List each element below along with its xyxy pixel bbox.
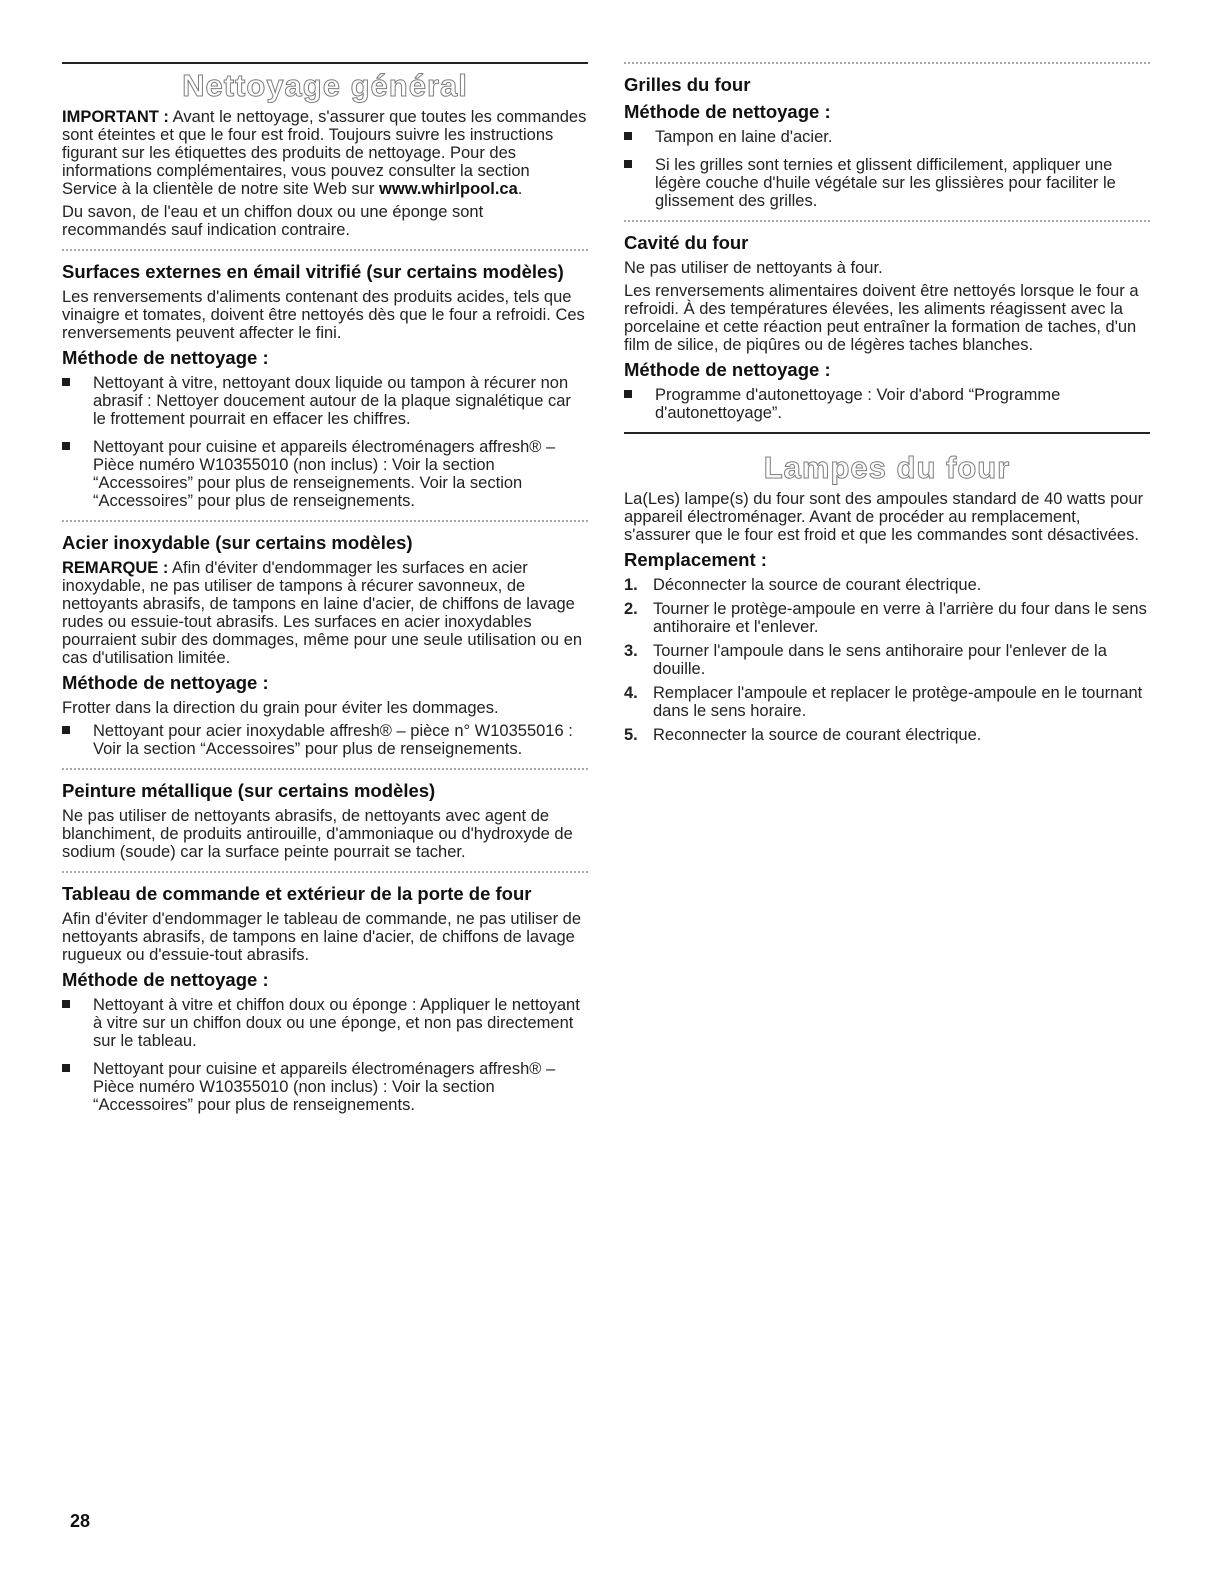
replace-steps (624, 576, 1150, 744)
enamel-text: Les renversements d'aliments contenant des produits acides, tels que vinaigre et tomates, doivent être nettoyés dès que le four a refroidi. Ces renversements peuvent affecter le fini. (62, 288, 585, 342)
list-item-text: Nettoyant à vitre, nettoyant doux liquide ou tampon à récurer non abrasif : Nettoyer doucement autour de la plaque signalétique car le frottement pourrait en effacer les chiffres. (93, 374, 571, 428)
page-number: 28 (70, 1511, 91, 1531)
step-number: 5. (624, 726, 638, 744)
divider (624, 220, 1150, 222)
steel-bullets (62, 722, 588, 758)
cavity-heading: Cavité du four (624, 232, 749, 253)
lamps-text: La(Les) lampe(s) du four sont des ampoules standard de 40 watts pour appareil électroménager. Avant de procéder au remplacement, s'assurer que le four est froid et que les commandes sont désactivées. (624, 490, 1144, 544)
period: . (517, 180, 523, 198)
list-item (62, 996, 588, 1050)
step-item (624, 600, 1150, 636)
list-item-text: Tampon en laine d'acier. (655, 128, 833, 146)
list-item-text: Si les grilles sont ternies et glissent difficilement, appliquer une légère couche d'huile végétale sur les glissières pour faciliter le glissement des grilles. (655, 156, 1116, 210)
control-bullets (62, 996, 588, 1114)
intro-paragraph: Du savon, de l'eau et un chiffon doux ou une éponge sont recommandés sauf indication contraire. (62, 203, 484, 239)
enamel-heading: Surfaces externes en émail vitrifié (sur certains modèles) (62, 261, 564, 282)
bullet-icon (62, 726, 70, 734)
enamel-bullets (62, 374, 588, 510)
bullet-icon (624, 132, 632, 140)
left-column (62, 62, 588, 1124)
steel-text: Frotter dans la direction du grain pour éviter les dommages. (62, 699, 499, 717)
step-item (624, 642, 1150, 678)
step-text: Reconnecter la source de courant électrique. (653, 726, 982, 744)
step-text: Remplacer l'ampoule et replacer le protège-ampoule en le tournant dans le sens horaire. (653, 684, 1143, 720)
list-item (62, 438, 588, 510)
step-text: Tourner l'ampoule dans le sens antihoraire pour l'enlever de la douille. (653, 642, 1107, 678)
list-item (624, 156, 1150, 210)
step-number: 3. (624, 642, 638, 660)
website-link[interactable]: www.whirlpool.ca (379, 180, 518, 198)
important-label: IMPORTANT : (62, 108, 169, 126)
replace-heading: Remplacement : (624, 549, 767, 570)
list-item (62, 722, 588, 758)
step-item (624, 684, 1150, 720)
divider (624, 62, 1150, 64)
cavity-method-heading: Méthode de nettoyage : (624, 359, 831, 380)
note-text: Afin d'éviter d'endommager les surfaces en acier inoxydable, ne pas utiliser de tampons à récurer savonneux, de nettoyants abrasifs, de tampons en laine d'acier, de chiffons de lavage rudes ou essuie-tout abrasifs. Les surfaces en acier inoxydables pourraient subir des dommages, même pour une seule utilisation ou en cas d'utilisation limitée. (62, 559, 583, 667)
step-number: 4. (624, 684, 638, 702)
paint-heading: Peinture métallique (sur certains modèles) (62, 780, 436, 801)
bullet-icon (624, 160, 632, 168)
enamel-method-heading: Méthode de nettoyage : (62, 347, 269, 368)
step-number: 1. (624, 576, 638, 594)
important-text: Avant le nettoyage, s'assurer que toutes les commandes sont éteintes et que le four est froid. Toujours suivre les instructions figurant sur les étiquettes des produits de nettoyage. Pour des informations complémentaires, vous pouvez consulter la section Service à la clientèle de notre site Web sur (62, 108, 587, 198)
list-item-text: Nettoyant pour cuisine et appareils électroménagers affresh® – Pièce numéro W10355010 (non inclus) : Voir la section “Accessoires” pour plus de renseignements. Voir la section “Accessoires” pour plus de renseignements. (93, 438, 556, 510)
step-item (624, 576, 1150, 594)
cavity-text-2: Les renversements alimentaires doivent être nettoyés lorsque le four a refroidi. À des températures élevées, les aliments réagissent avec la porcelaine et cette réaction peut entraîner la formation de taches, d'un film de silice, de piqûres ou de légères taches blanches. (624, 282, 1139, 354)
right-column (624, 62, 1150, 750)
step-item (624, 726, 1150, 744)
divider (62, 768, 588, 770)
cavity-bullets (624, 386, 1150, 422)
section-title-oven-lamps: Lampes du four (763, 450, 1011, 485)
paint-text: Ne pas utiliser de nettoyants abrasifs, de nettoyants avec agent de blanchiment, de produits antirouille, d'ammoniaque ou d'hydroxyde de sodium (soude) car la surface peinte pourrait se tacher. (62, 807, 573, 861)
racks-heading: Grilles du four (624, 74, 751, 95)
list-item (624, 128, 1150, 146)
bullet-icon (62, 1000, 70, 1008)
bullet-icon (62, 442, 70, 450)
divider (62, 249, 588, 251)
control-method-heading: Méthode de nettoyage : (62, 969, 269, 990)
section-title-general-cleaning: Nettoyage général (182, 68, 468, 103)
bullet-icon (624, 390, 632, 398)
bullet-icon (62, 378, 70, 386)
list-item-text: Nettoyant pour acier inoxydable affresh® – pièce n° W10355016 : Voir la section “Accessoires” pour plus de renseignements. (93, 722, 573, 758)
control-text: Afin d'éviter d'endommager le tableau de commande, ne pas utiliser de nettoyants abrasifs, de tampons en laine d'acier, de chiffons de lavage rugueux ou d'essuie-tout abrasifs. (62, 910, 582, 964)
step-text: Déconnecter la source de courant électrique. (653, 576, 982, 594)
list-item-text: Nettoyant à vitre et chiffon doux ou éponge : Appliquer le nettoyant à vitre sur un chiffon doux ou une éponge, et non pas directement sur le tableau. (93, 996, 580, 1050)
steel-heading: Acier inoxydable (sur certains modèles) (62, 532, 413, 553)
control-heading: Tableau de commande et extérieur de la porte de four (62, 883, 532, 904)
steel-method-heading: Méthode de nettoyage : (62, 672, 269, 693)
cavity-text-1: Ne pas utiliser de nettoyants à four. (624, 259, 883, 277)
bullet-icon (62, 1064, 70, 1072)
list-item (62, 1060, 588, 1114)
important-paragraph (62, 108, 588, 198)
list-item (624, 386, 1150, 422)
racks-bullets (624, 128, 1150, 210)
list-item (62, 374, 588, 428)
list-item-text: Programme d'autonettoyage : Voir d'abord “Programme d'autonettoyage”. (655, 386, 1061, 422)
steel-note (62, 559, 588, 667)
divider (62, 871, 588, 873)
racks-method-heading: Méthode de nettoyage : (624, 101, 831, 122)
divider (62, 520, 588, 522)
step-text: Tourner le protège-ampoule en verre à l'arrière du four dans le sens antihoraire et l'enlever. (653, 600, 1147, 636)
list-item-text: Nettoyant pour cuisine et appareils électroménagers affresh® – Pièce numéro W10355010 (non inclus) : Voir la section “Accessoires” pour plus de renseignements. (93, 1060, 556, 1114)
section-rule (624, 432, 1150, 434)
note-label: REMARQUE : (62, 559, 169, 577)
step-number: 2. (624, 600, 638, 618)
